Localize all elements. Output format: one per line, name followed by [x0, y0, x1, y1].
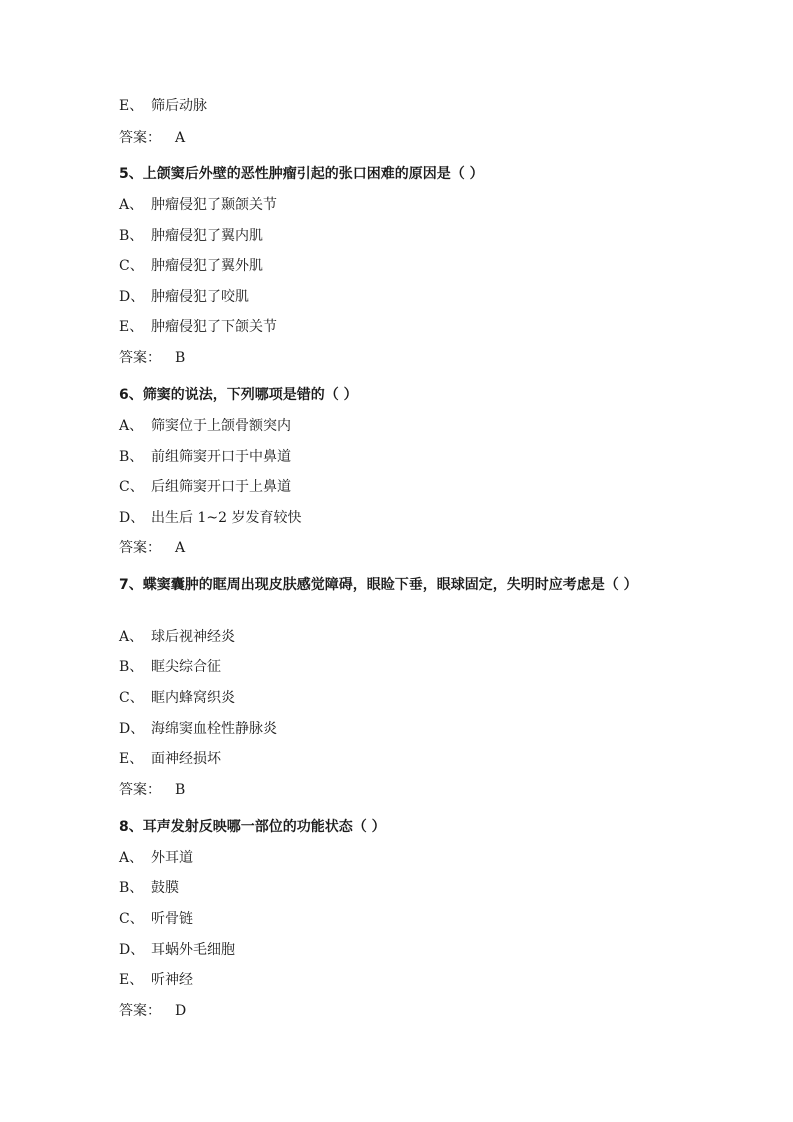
option-a	[119, 195, 277, 215]
option-letter: D、	[119, 721, 145, 737]
option-letter: A、	[119, 850, 144, 866]
option-text: 肿瘤侵犯了翼内肌	[151, 228, 263, 244]
option-text: 肿瘤侵犯了下颌关节	[151, 319, 277, 335]
option-letter: E、	[119, 751, 144, 767]
answer-value: A	[175, 540, 186, 556]
answer-line	[119, 538, 185, 558]
option-letter: C、	[119, 258, 144, 274]
answer-line	[119, 1001, 186, 1021]
option-text: 球后视神经炎	[151, 629, 235, 645]
answer-value: A	[175, 130, 186, 146]
option-text: 肿瘤侵犯了咬肌	[151, 289, 249, 305]
option-letter: D、	[119, 289, 145, 305]
question-title: 7、蝶窦囊肿的眶周出现皮肤感觉障碍，眼睑下垂，眼球固定，失明时应考虑是（ ）	[119, 577, 638, 593]
option-text: 听骨链	[151, 911, 193, 927]
option-letter: E、	[119, 972, 144, 988]
option-text: 耳蜗外毛细胞	[151, 942, 235, 958]
option-b	[119, 657, 221, 677]
option-text: 筛窦位于上颌骨额突内	[151, 418, 291, 434]
option-b	[119, 226, 263, 246]
option-text: 眶内蜂窝织炎	[151, 690, 235, 706]
option-e	[119, 749, 221, 769]
answer-value: B	[175, 350, 186, 366]
option-text: 鼓膜	[151, 880, 179, 896]
option-d	[119, 940, 235, 960]
option-letter: B、	[119, 880, 144, 896]
option-d	[119, 719, 277, 739]
option-b	[119, 447, 291, 467]
option-text: 海绵窦血栓性静脉炎	[151, 721, 277, 737]
option-a	[119, 416, 291, 436]
option-c	[119, 688, 235, 708]
option-letter: A、	[119, 629, 144, 645]
option-a	[119, 627, 235, 647]
answer-label: 答案：	[119, 130, 161, 146]
answer-label: 答案：	[119, 782, 161, 798]
option-text: 出生后 1~2 岁发育较快	[151, 510, 302, 526]
option-letter: B、	[119, 659, 144, 675]
answer-line	[119, 348, 185, 368]
option-letter: E、	[119, 319, 144, 335]
answer-value: B	[175, 782, 186, 798]
question-title: 5、上颌窦后外壁的恶性肿瘤引起的张口困难的原因是（ ）	[119, 166, 484, 182]
option-text: 眶尖综合征	[151, 659, 221, 675]
option-c	[119, 909, 193, 929]
option-c	[119, 256, 263, 276]
question-title: 6、筛窦的说法，下列哪项是错的（ ）	[119, 387, 358, 403]
answer-label: 答案：	[119, 540, 161, 556]
option-letter: A、	[119, 418, 144, 434]
option-letter: C、	[119, 690, 144, 706]
option-text: 肿瘤侵犯了颞颌关节	[151, 197, 277, 213]
answer-line	[119, 128, 185, 148]
answer-value: D	[175, 1003, 187, 1019]
option-d	[119, 287, 249, 307]
option-a	[119, 848, 193, 868]
option-text: 肿瘤侵犯了翼外肌	[151, 258, 263, 274]
option-text: 外耳道	[151, 850, 193, 866]
option-e	[119, 96, 207, 116]
answer-line	[119, 780, 185, 800]
option-letter: C、	[119, 479, 144, 495]
option-e	[119, 317, 277, 337]
option-d	[119, 508, 301, 528]
option-letter: B、	[119, 449, 144, 465]
option-letter: D、	[119, 942, 145, 958]
option-letter: C、	[119, 911, 144, 927]
option-text: 筛后动脉	[151, 98, 207, 114]
option-e	[119, 970, 193, 990]
option-letter: D、	[119, 510, 145, 526]
option-letter: E、	[119, 98, 144, 114]
option-text: 听神经	[151, 972, 193, 988]
option-text: 后组筛窦开口于上鼻道	[151, 479, 291, 495]
option-text: 前组筛窦开口于中鼻道	[151, 449, 291, 465]
answer-label: 答案：	[119, 350, 161, 366]
option-letter: A、	[119, 197, 144, 213]
option-c	[119, 477, 291, 497]
option-letter: B、	[119, 228, 144, 244]
answer-label: 答案：	[119, 1003, 161, 1019]
option-b	[119, 878, 179, 898]
question-title: 8、耳声发射反映哪一部位的功能状态（ ）	[119, 819, 386, 835]
option-text: 面神经损坏	[151, 751, 221, 767]
